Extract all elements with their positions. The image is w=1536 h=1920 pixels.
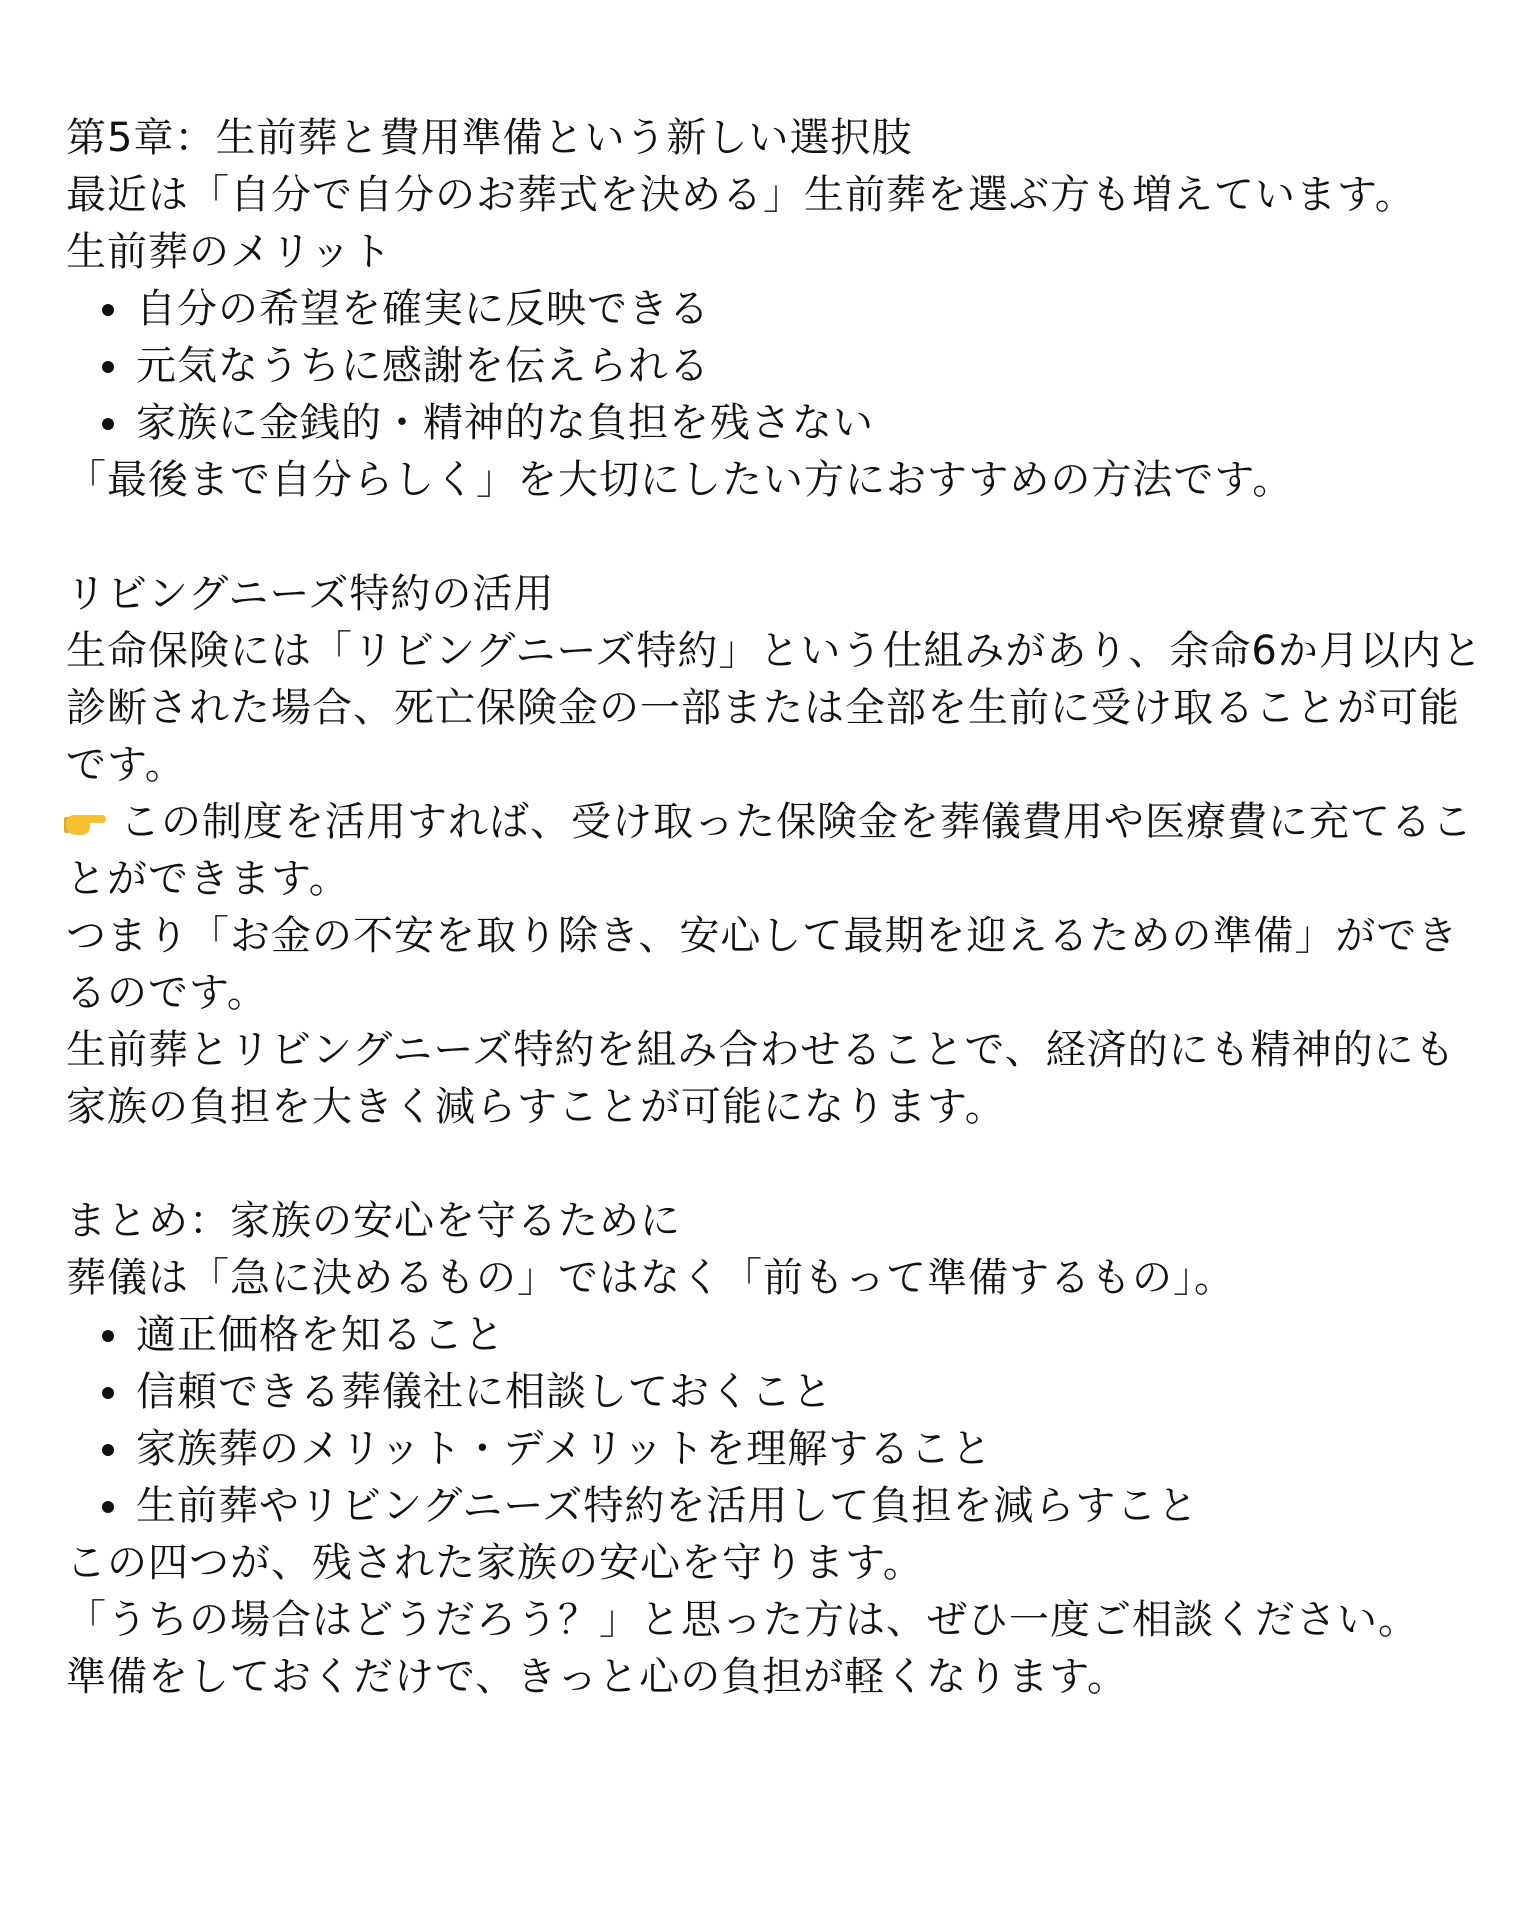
pointing-hand-icon <box>66 809 106 837</box>
bullet-icon <box>102 1444 114 1456</box>
list-item <box>66 281 1486 338</box>
list-item-text: 家族に金銭的・精神的な負担を残さない <box>136 400 874 446</box>
living-needs-summary: つまり「お金の不安を取り除き、安心して最期を迎えるための準備」ができるのです。 <box>66 913 1459 1016</box>
bullet-icon <box>102 418 114 430</box>
conclusion-list <box>66 1307 1486 1535</box>
bullet-icon <box>102 304 114 316</box>
list-item-text: 適正価格を知ること <box>136 1312 505 1358</box>
living-needs-point <box>66 794 1486 908</box>
list-item-text: 生前葬やリビングニーズ特約を活用して負担を減らすこと <box>136 1483 1199 1529</box>
chapter-closing: 「最後まで自分らしく」を大切にしたい方におすすめの方法です。 <box>66 457 1294 503</box>
living-needs-body: 生命保険には「リビングニーズ特約」という仕組みがあり、余命6か月以内と診断された場合、死亡保険金の一部または全部を生前に受け取ることが可能です。 <box>66 628 1483 788</box>
conclusion-line-1: この四つが、残された家族の安心を守ります。 <box>66 1540 924 1586</box>
section-spacer <box>66 509 1486 566</box>
list-item <box>66 338 1486 395</box>
merits-list <box>66 281 1486 452</box>
bullet-icon <box>102 1501 114 1513</box>
list-item <box>66 395 1486 452</box>
bullet-icon <box>102 1387 114 1399</box>
bullet-icon <box>102 361 114 373</box>
conclusion-intro: 葬儀は「急に決めるもの」ではなく「前もって準備するもの」。 <box>66 1255 1235 1301</box>
list-item-text: 家族葬のメリット・デメリットを理解すること <box>136 1426 993 1472</box>
living-needs-heading: リビングニーズ特約の活用 <box>66 571 555 617</box>
list-item <box>66 1421 1486 1478</box>
merits-heading: 生前葬のメリット <box>66 229 393 275</box>
bullet-icon <box>102 1330 114 1342</box>
section-spacer <box>66 1136 1486 1193</box>
chapter-heading: 第5章：生前葬と費用準備という新しい選択肢 <box>66 115 913 161</box>
list-item-text: 元気なうちに感謝を伝えられる <box>136 343 710 389</box>
list-item <box>66 1307 1486 1364</box>
conclusion-line-2: 「うちの場合はどうだろう？」と思った方は、ぜひ一度ご相談ください。 <box>66 1597 1419 1643</box>
list-item <box>66 1478 1486 1535</box>
document-body <box>66 110 1486 1706</box>
list-item <box>66 1364 1486 1421</box>
list-item-text: 信頼できる葬儀社に相談しておくこと <box>136 1369 833 1415</box>
conclusion-line-3: 準備をしておくだけで、きっと心の負担が軽くなります。 <box>66 1654 1128 1700</box>
conclusion-heading: まとめ：家族の安心を守るために <box>66 1198 681 1244</box>
living-needs-point-text: この制度を活用すれば、受け取った保険金を葬儀費用や医療費に充てることができます。 <box>66 799 1473 902</box>
living-needs-combined: 生前葬とリビングニーズ特約を組み合わせることで、経済的にも精神的にも家族の負担を大きく減らすことが可能になります。 <box>66 1027 1456 1130</box>
chapter-intro: 最近は「自分で自分のお葬式を決める」生前葬を選ぶ方も増えています。 <box>66 172 1416 218</box>
list-item-text: 自分の希望を確実に反映できる <box>136 286 710 332</box>
